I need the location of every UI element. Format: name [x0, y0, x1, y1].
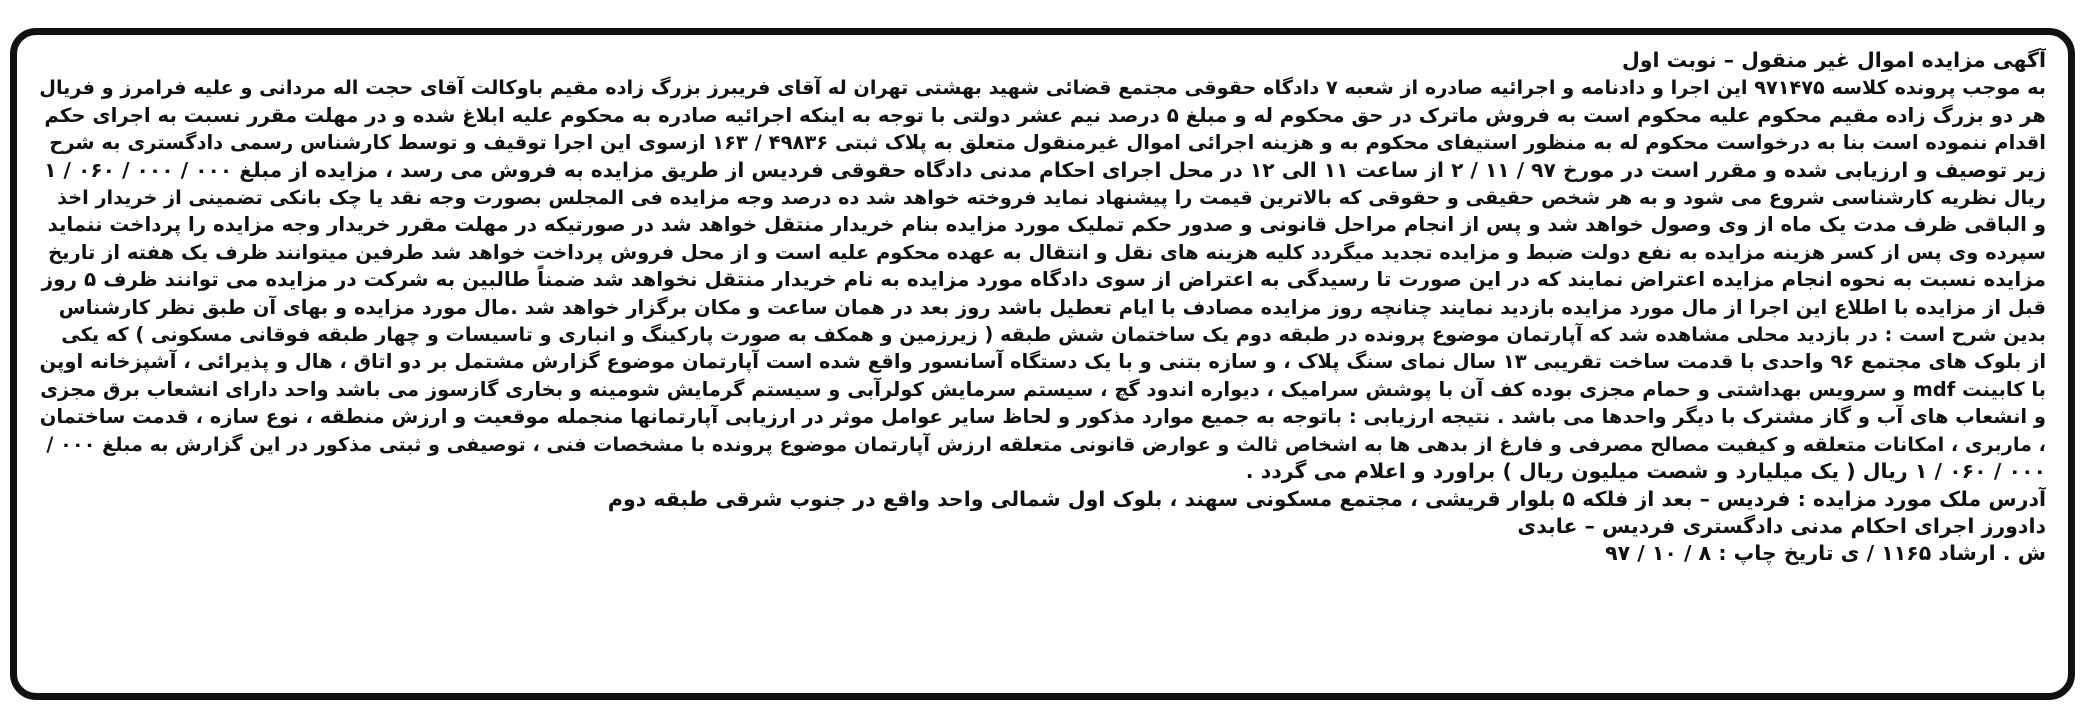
- signature: دادورز اجرای احکام مدنی دادگستری فردیس – عابدی: [1517, 513, 2046, 538]
- notice-content: [39, 47, 2046, 685]
- body-line-9: قبل از مزایده با اطلاع این اجرا از مال مورد مزایده بازدید نمایند چنانچه روز مزایده مصادف با ایام تعطیل باشد روز بعد در همان ساعت و مکان برگزار خواهد شد .مال مورد مزایده و بهای آن طبق نظر کارشناس: [58, 295, 2046, 319]
- body-line-2: هر دو بزرگ زاده مقیم محکوم علیه محکوم است به فروش ماترک در حق محکوم له و مبلغ ۵ درصد نیم عشر دولتی با توجه به اینکه اجرائیه صادره به محکوم علیه ابلاغ شده و در مهلت مقرر نسبت به اجرای حکم: [44, 103, 2046, 127]
- body-line-7: سپرده وی پس از کسر هزینه مزایده به نفع دولت ضبط و مزایده تجدید میگردد کلیه هزینه های نقل و انتقال به عهده محکوم علیه است و از محل فروش پرداخت خواهد شد طرفین میتوانند ظرف یک هفته از تاریخ: [48, 240, 2046, 264]
- body-line-14: ، ماربری ، امکانات متعلقه و کیفیت مصالح مصرفی و فارغ از بدهی ها به اشخاص ثالث و عوارض قانونی متعلقه ارزش آپارتمان موضوع پرونده با مشخصات فنی ، توصیفی و ثبتی مذکور در این گزارش به مبلغ ۰۰۰ /: [46, 432, 2046, 456]
- body-line-3: اقدام ننموده است بنا به درخواست محکوم له به منظور استیفای محکوم به و هزینه اجرائی اموال غیرمنقول متعلق به پلاک ثبتی ۴۹۸۳۶ / ۱۶۳ ازسوی این اجرا توقیف و توسط کارشناس رسمی دادگستری به شرح: [49, 131, 2046, 155]
- body-line-11: از بلوک های مجتمع ۹۶ واحدی با قدمت ساخت تقریبی ۱۳ سال نمای سنگ پلاک ، و سازه بتنی و با یک دستگاه آسانسور واقع شده است آپارتمان موضوع گزارش مشتمل بر دو اتاق ، هال و پذیرائی ، آشپزخانه اوپن: [39, 350, 2046, 374]
- body-line-4: زیر توصیف و ارزیابی شده و مقرر است در مورخ ۹۷ / ۱۱ / ۲ از ساعت ۱۱ الی ۱۲ در محل اجرای احکام مدنی دادگاه حقوقی فردیس از طریق مزایده به فروش می رسد ، مزایده از مبلغ ۰۰۰ / ۰۰۰ / ۰۶۰ / ۱: [44, 157, 2046, 182]
- body-line-5: ریال نظریه کارشناسی شروع می شود و به هر شخص حقیقی و حقوقی که بالاترین قیمت را پیشنهاد نماید فروخته خواهد شد ده درصد وجه مزایده فی المجلس بصورت وجه نقد یا چک بانکی تضمینی از خریدار اخذ: [57, 186, 2046, 210]
- body-line-10: بدین شرح است : در بازدید محلی مشاهده شد که آپارتمان موضوع پرونده در طبقه دوم یک ساختمان شش طبقه ( زیرزمین و همکف به صورت پارکینگ و انباری و تاسیسات و چهار طبقه فوقانی مسکونی ) که یکی: [61, 323, 2046, 347]
- body-line-8: مزایده نسبت به نحوه انجام مزایده اعتراض نمایند که در این صورت تا رسیدگی به اعتراض از سوی دادگاه مورد مزایده به نام خریدار منتقل نخواهد شد ضمناً طالبین به شرکت در مزایده می توانند ظرف ۵ روز: [41, 267, 2046, 292]
- body-line-13: و انشعاب های آب و گاز مشترک با دیگر واحدها می باشد . نتیجه ارزیابی : باتوجه به جمیع موارد مذکور و لحاظ سایر عوامل موثر در ارزیابی آپارتمانها منجمله موقعیت و ارزش منطقه ، نوع سازه ، قدمت ساختمان: [39, 405, 2046, 429]
- body-line-1: به موجب پرونده کلاسه ۹۷۱۴۷۵ این اجرا و دادنامه و اجرائیه صادره از شعبه ۷ دادگاه حقوقی مجتمع قضائی شهید بهشتی تهران له آقای فریبرز بزرگ زاده مقیم باوکالت آقای حجت اله مردانی و علیه فرامرز و فریال: [39, 76, 2046, 100]
- property-address: آدرس ملک مورد مزایده : فردیس – بعد از فلکه ۵ بلوار قریشی ، مجتمع مسکونی سهند ، بلوک اول شمالی واحد واقع در جنوب شرقی طبقه دوم: [607, 486, 2046, 511]
- body-line-6: و الباقی ظرف مدت یک ماه از وی وصول خواهد شد و پس از انجام مراحل قانونی و صدور حکم تملیک مورد مزایده بنام خریدار منتقل خواهد شد در صورتیکه در مهلت مقرر خریدار وجه مزایده را پرداخت ننماید: [47, 213, 2046, 237]
- print-info: ش . ارشاد ۱۱۶۵ / ی تاریخ چاپ : ۸ / ۱۰ / ۹۷: [1605, 541, 2046, 566]
- notice-frame: [10, 28, 2075, 700]
- notice-title: آگهی مزایده اموال غیر منقول – نوبت اول: [1621, 48, 2046, 72]
- body-line-15: ۰۰۰ / ۰۶۰ / ۱ ریال ( یک میلیارد و شصت میلیون ریال ) براورد و اعلام می گردد .: [1245, 459, 2046, 484]
- body-line-12: با کابینت mdf و سرویس بهداشتی و حمام مجزی بوده کف آن با پوشش سرامیک ، دیواره اندود گچ ، سیستم سرمایش کولرآبی و سیستم گرمایش شومینه و بخاری گازسوز می باشد واحد دارای انشعاب برق مجزی: [40, 377, 2046, 401]
